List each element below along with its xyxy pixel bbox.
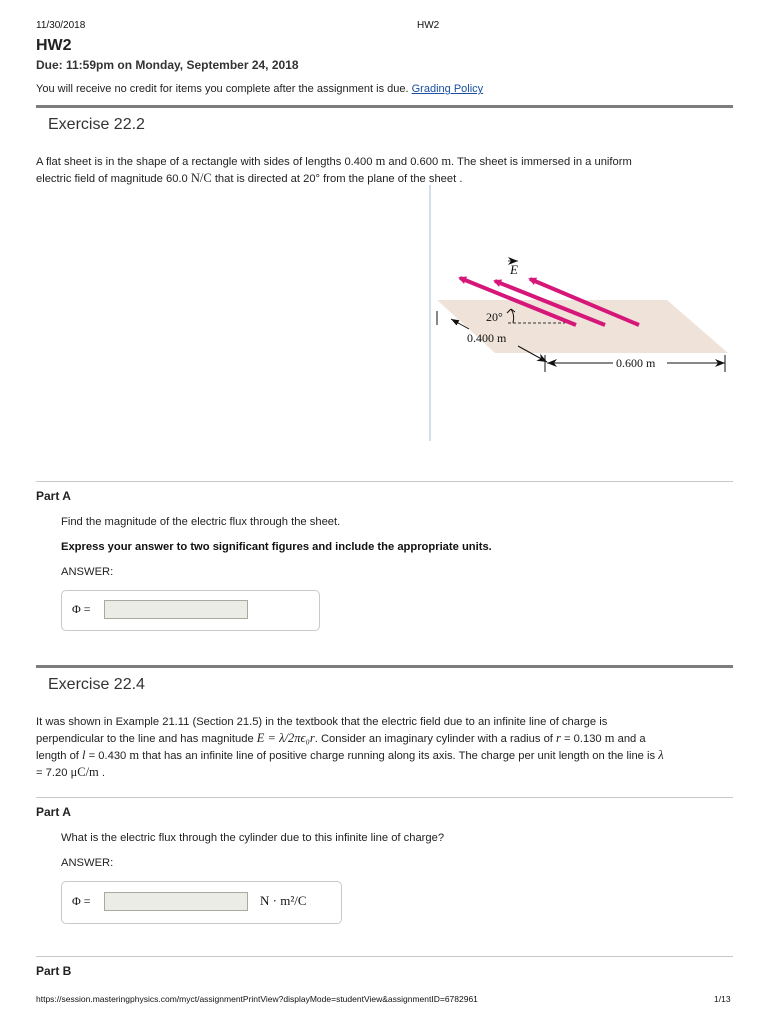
exercise-text-part: that is directed at 20° from the plane of the sheet .: [214, 173, 463, 185]
exercise-text-part: and a: [617, 733, 646, 745]
part-divider: [36, 481, 733, 482]
exercise-text: [36, 714, 736, 781]
part-label: Part A: [36, 805, 71, 819]
part-question: What is the electric flux through the cylinder due to this infinite line of charge?: [61, 832, 445, 844]
exercise-text-part: that has an infinite line of positive charge running along its axis. The charge per unit length on the line is: [142, 750, 656, 762]
part-instruction: Express your answer to two significant figures and include the appropriate units.: [61, 541, 492, 553]
exercise-text-part: It was shown in Example 21.11 (Section 21.5) in the textbook that the electric field due to an infinite line of charge is: [36, 716, 608, 728]
exercise-text-part: . The sheet is immersed in a uniform: [451, 156, 632, 168]
exercise-title: Exercise 22.4: [48, 676, 145, 693]
section-divider: [36, 665, 733, 668]
math-unit: m: [129, 748, 140, 762]
section-divider: [36, 105, 733, 108]
flux-symbol: Φ =: [72, 894, 91, 908]
answer-box: [61, 881, 342, 924]
angle-label: 20°: [486, 310, 503, 324]
flux-symbol: Φ =: [72, 602, 91, 616]
math-unit: m: [441, 154, 452, 168]
credit-note: [36, 83, 483, 95]
page-url: https://session.masteringphysics.com/myct/assignmentPrintView?displayMode=studentView&assignmentID=6782961: [36, 994, 478, 1004]
credit-note-text: You will receive no credit for items you complete after the assignment is due.: [36, 83, 409, 95]
part-label: Part A: [36, 489, 71, 503]
part-question: Find the magnitude of the electric flux through the sheet.: [61, 516, 341, 528]
part-divider: [36, 797, 733, 798]
rectangular-sheet: [437, 300, 728, 353]
field-label: E: [510, 262, 518, 277]
exercise-text-part: electric field of magnitude 60.0: [36, 173, 188, 185]
answer-box: [61, 590, 320, 631]
exercise-text: [36, 153, 736, 187]
print-doc-title: HW2: [417, 20, 440, 31]
exercise-text-part: perpendicular to the line and has magnitude: [36, 733, 254, 745]
width-label: 0.400 m: [467, 331, 507, 345]
electric-field-figure: [425, 185, 745, 445]
exercise-text-part: .: [101, 767, 105, 779]
exercise-text-part: A flat sheet is in the shape of a rectangle with sides of lengths 0.400: [36, 156, 373, 168]
math-variable: l: [82, 748, 86, 762]
math-unit: N/C: [190, 171, 212, 185]
due-date: Due: 11:59pm on Monday, September 24, 2018: [36, 58, 299, 72]
page-number: 1/13: [714, 994, 731, 1004]
grading-policy-link[interactable]: Grading Policy: [411, 83, 484, 95]
part-divider: [36, 956, 733, 957]
answer-unit: N · m²/C: [260, 893, 307, 908]
exercise-text-part: = 7.20: [36, 767, 68, 779]
assignment-title: HW2: [36, 37, 72, 54]
math-variable: λ: [658, 748, 664, 762]
answer-label: ANSWER:: [61, 566, 114, 578]
exercise-title: Exercise 22.2: [48, 116, 145, 133]
answer-label: ANSWER:: [61, 857, 114, 869]
math-unit: m: [604, 731, 615, 745]
exercise-text-part: . Consider an imaginary cylinder with a radius of: [314, 733, 553, 745]
exercise-text-part: = 0.430: [88, 750, 127, 762]
math-variable: r: [556, 731, 561, 745]
exercise-text-part: length of: [36, 750, 79, 762]
flux-answer-input[interactable]: [104, 892, 248, 911]
math-expression: E = λ/2πϵ₀r: [256, 731, 315, 745]
exercise-text-part: = 0.130: [564, 733, 602, 745]
length-label: 0.600 m: [616, 356, 656, 370]
flux-answer-input[interactable]: [104, 600, 248, 619]
part-label: Part B: [36, 964, 72, 978]
math-unit: m: [375, 154, 386, 168]
print-date: 11/30/2018: [36, 20, 86, 31]
math-unit: μC/m: [70, 765, 99, 779]
exercise-text-part: and 0.600: [388, 156, 439, 168]
